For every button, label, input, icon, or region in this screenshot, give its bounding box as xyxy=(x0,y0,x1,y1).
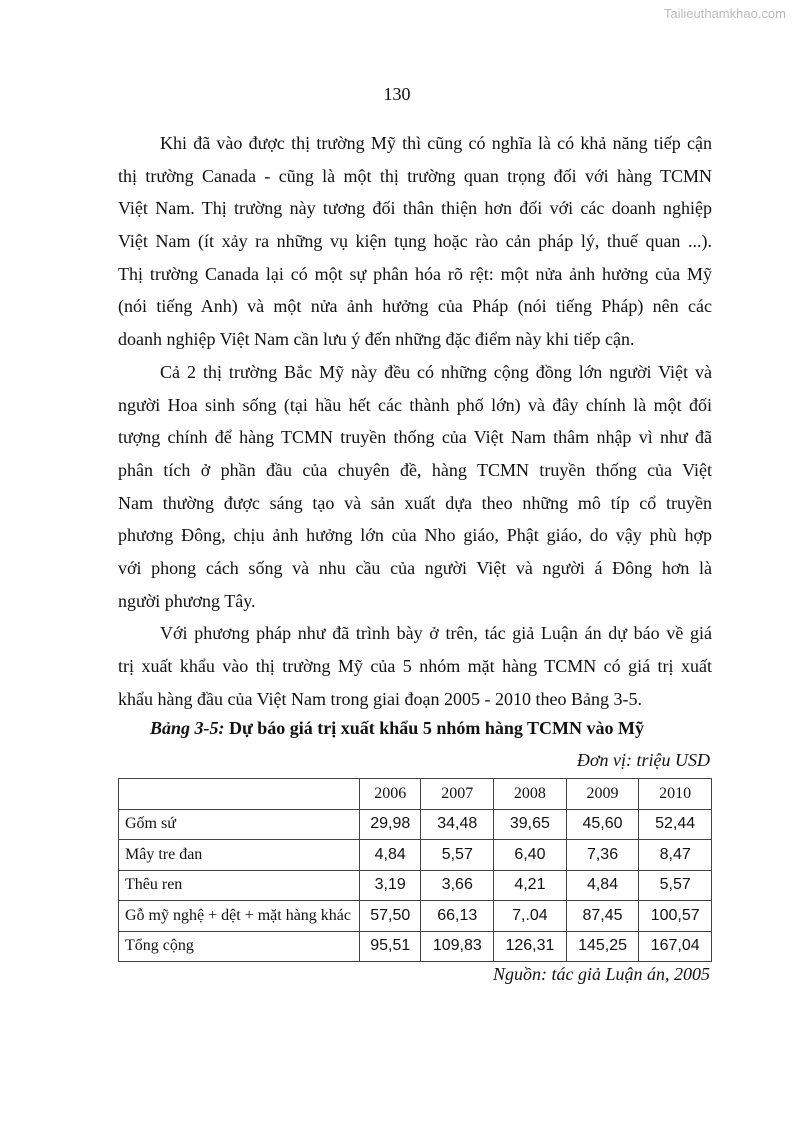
paragraph-line: người phương Tây. xyxy=(118,590,256,611)
table-caption xyxy=(0,718,794,739)
table-row xyxy=(119,931,712,962)
value-cell: 145,25 xyxy=(566,931,639,962)
table-row xyxy=(119,840,712,871)
paragraph-line: phương Đông, chịu ảnh hưởng lớn của Nho giáo, Phật giáo, do vậy phù hợp xyxy=(118,525,712,546)
paragraph-line: Cả 2 thị trường Bắc Mỹ này đều có những cộng đồng lớn người Việt và xyxy=(160,361,712,382)
value-cell: 5,57 xyxy=(639,870,712,901)
year-header: 2008 xyxy=(494,779,567,810)
value-cell: 5,57 xyxy=(421,840,494,871)
value-cell: 167,04 xyxy=(639,931,712,962)
row-label: Gốm sứ xyxy=(119,809,360,840)
table-caption-label: Bảng 3-5: xyxy=(149,718,225,738)
value-cell: 4,21 xyxy=(494,870,567,901)
year-header: 2009 xyxy=(566,779,639,810)
value-cell: 29,98 xyxy=(360,809,421,840)
table-source: Nguồn: tác giả Luận án, 2005 xyxy=(492,964,710,984)
value-cell: 87,45 xyxy=(566,901,639,932)
table-row xyxy=(119,809,712,840)
value-cell: 45,60 xyxy=(566,809,639,840)
page-number: 130 xyxy=(383,84,411,104)
table-row xyxy=(119,870,712,901)
paragraph-line: Nam thường được sáng tạo và sản xuất dựa theo những mô típ cổ truyền xyxy=(118,492,712,513)
value-cell: 34,48 xyxy=(421,809,494,840)
table-caption-text: Dự báo giá trị xuất khẩu 5 nhóm hàng TCMN vào Mỹ xyxy=(224,718,645,738)
paragraph-line: khẩu hàng đầu của Việt Nam trong giai đoạn 2005 - 2010 theo Bảng 3-5. xyxy=(118,688,642,709)
paragraph-line: Thị trường Canada lại có một sự phân hóa rõ rệt: một nửa ảnh hưởng của Mỹ xyxy=(118,263,712,284)
body-text xyxy=(118,127,712,715)
row-label: Gỗ mỹ nghệ + dệt + mặt hàng khác xyxy=(119,901,360,932)
value-cell: 4,84 xyxy=(566,870,639,901)
year-header: 2010 xyxy=(639,779,712,810)
header-empty-cell xyxy=(119,779,360,810)
value-cell: 3,66 xyxy=(421,870,494,901)
row-label: Thêu ren xyxy=(119,870,360,901)
watermark: Tailieuthamkhao.com xyxy=(663,6,786,21)
paragraph-line: Việt Nam (ít xảy ra những vụ kiện tụng hoặc rào cản pháp lý, thuế quan ...). xyxy=(118,231,712,252)
paragraph-line: Khi đã vào được thị trường Mỹ thì cũng có nghĩa là có khả năng tiếp cận xyxy=(160,133,712,153)
year-header: 2007 xyxy=(421,779,494,810)
year-header: 2006 xyxy=(360,779,421,810)
value-cell: 57,50 xyxy=(360,901,421,932)
paragraph-line: doanh nghiệp Việt Nam cần lưu ý đến những đặc điểm này khi tiếp cận. xyxy=(118,329,635,350)
paragraph-line: thị trường Canada - cũng là một thị trường quan trọng đối với hàng TCMN xyxy=(118,165,712,186)
paragraph-line: Với phương pháp như đã trình bày ở trên, tác giả Luận án dự báo về giá xyxy=(160,623,712,644)
table-row xyxy=(119,901,712,932)
value-cell: 7,36 xyxy=(566,840,639,871)
value-cell: 95,51 xyxy=(360,931,421,962)
paragraph-line: người Hoa sinh sống (tại hầu hết các thành phố lớn) và đây chính là một đối xyxy=(118,394,712,415)
value-cell: 8,47 xyxy=(639,840,712,871)
value-cell: 100,57 xyxy=(639,901,712,932)
value-cell: 4,84 xyxy=(360,840,421,871)
forecast-table xyxy=(118,778,712,962)
value-cell: 126,31 xyxy=(494,931,567,962)
paragraph-line: trị xuất khẩu vào thị trường Mỹ của 5 nhóm mặt hàng TCMN có giá trị xuất xyxy=(118,656,712,676)
paragraph-line: tượng chính để hàng TCMN truyền thống của Việt Nam thâm nhập vì như đã xyxy=(118,427,712,448)
row-label: Tổng cộng xyxy=(119,931,360,962)
value-cell: 7,.04 xyxy=(494,901,567,932)
value-cell: 109,83 xyxy=(421,931,494,962)
table-unit: Đơn vị: triệu USD xyxy=(576,750,710,770)
paragraph-line: (nói tiếng Anh) và một nửa ảnh hưởng của Pháp (nói tiếng Pháp) nên các xyxy=(118,296,712,317)
table-header-row xyxy=(119,779,712,810)
value-cell: 39,65 xyxy=(494,809,567,840)
row-label: Mây tre đan xyxy=(119,840,360,871)
paragraph-line: Việt Nam. Thị trường này tương đối thân thiện hơn đối với các doanh nghiệp xyxy=(118,198,712,219)
value-cell: 3,19 xyxy=(360,870,421,901)
value-cell: 66,13 xyxy=(421,901,494,932)
value-cell: 6,40 xyxy=(494,840,567,871)
value-cell: 52,44 xyxy=(639,809,712,840)
paragraph-line: phân tích ở phần đầu của chuyên đề, hàng TCMN truyền thống của Việt xyxy=(118,459,712,480)
paragraph-line: với phong cách sống và nhu cầu của người Việt và người á Đông hơn là xyxy=(118,557,712,578)
